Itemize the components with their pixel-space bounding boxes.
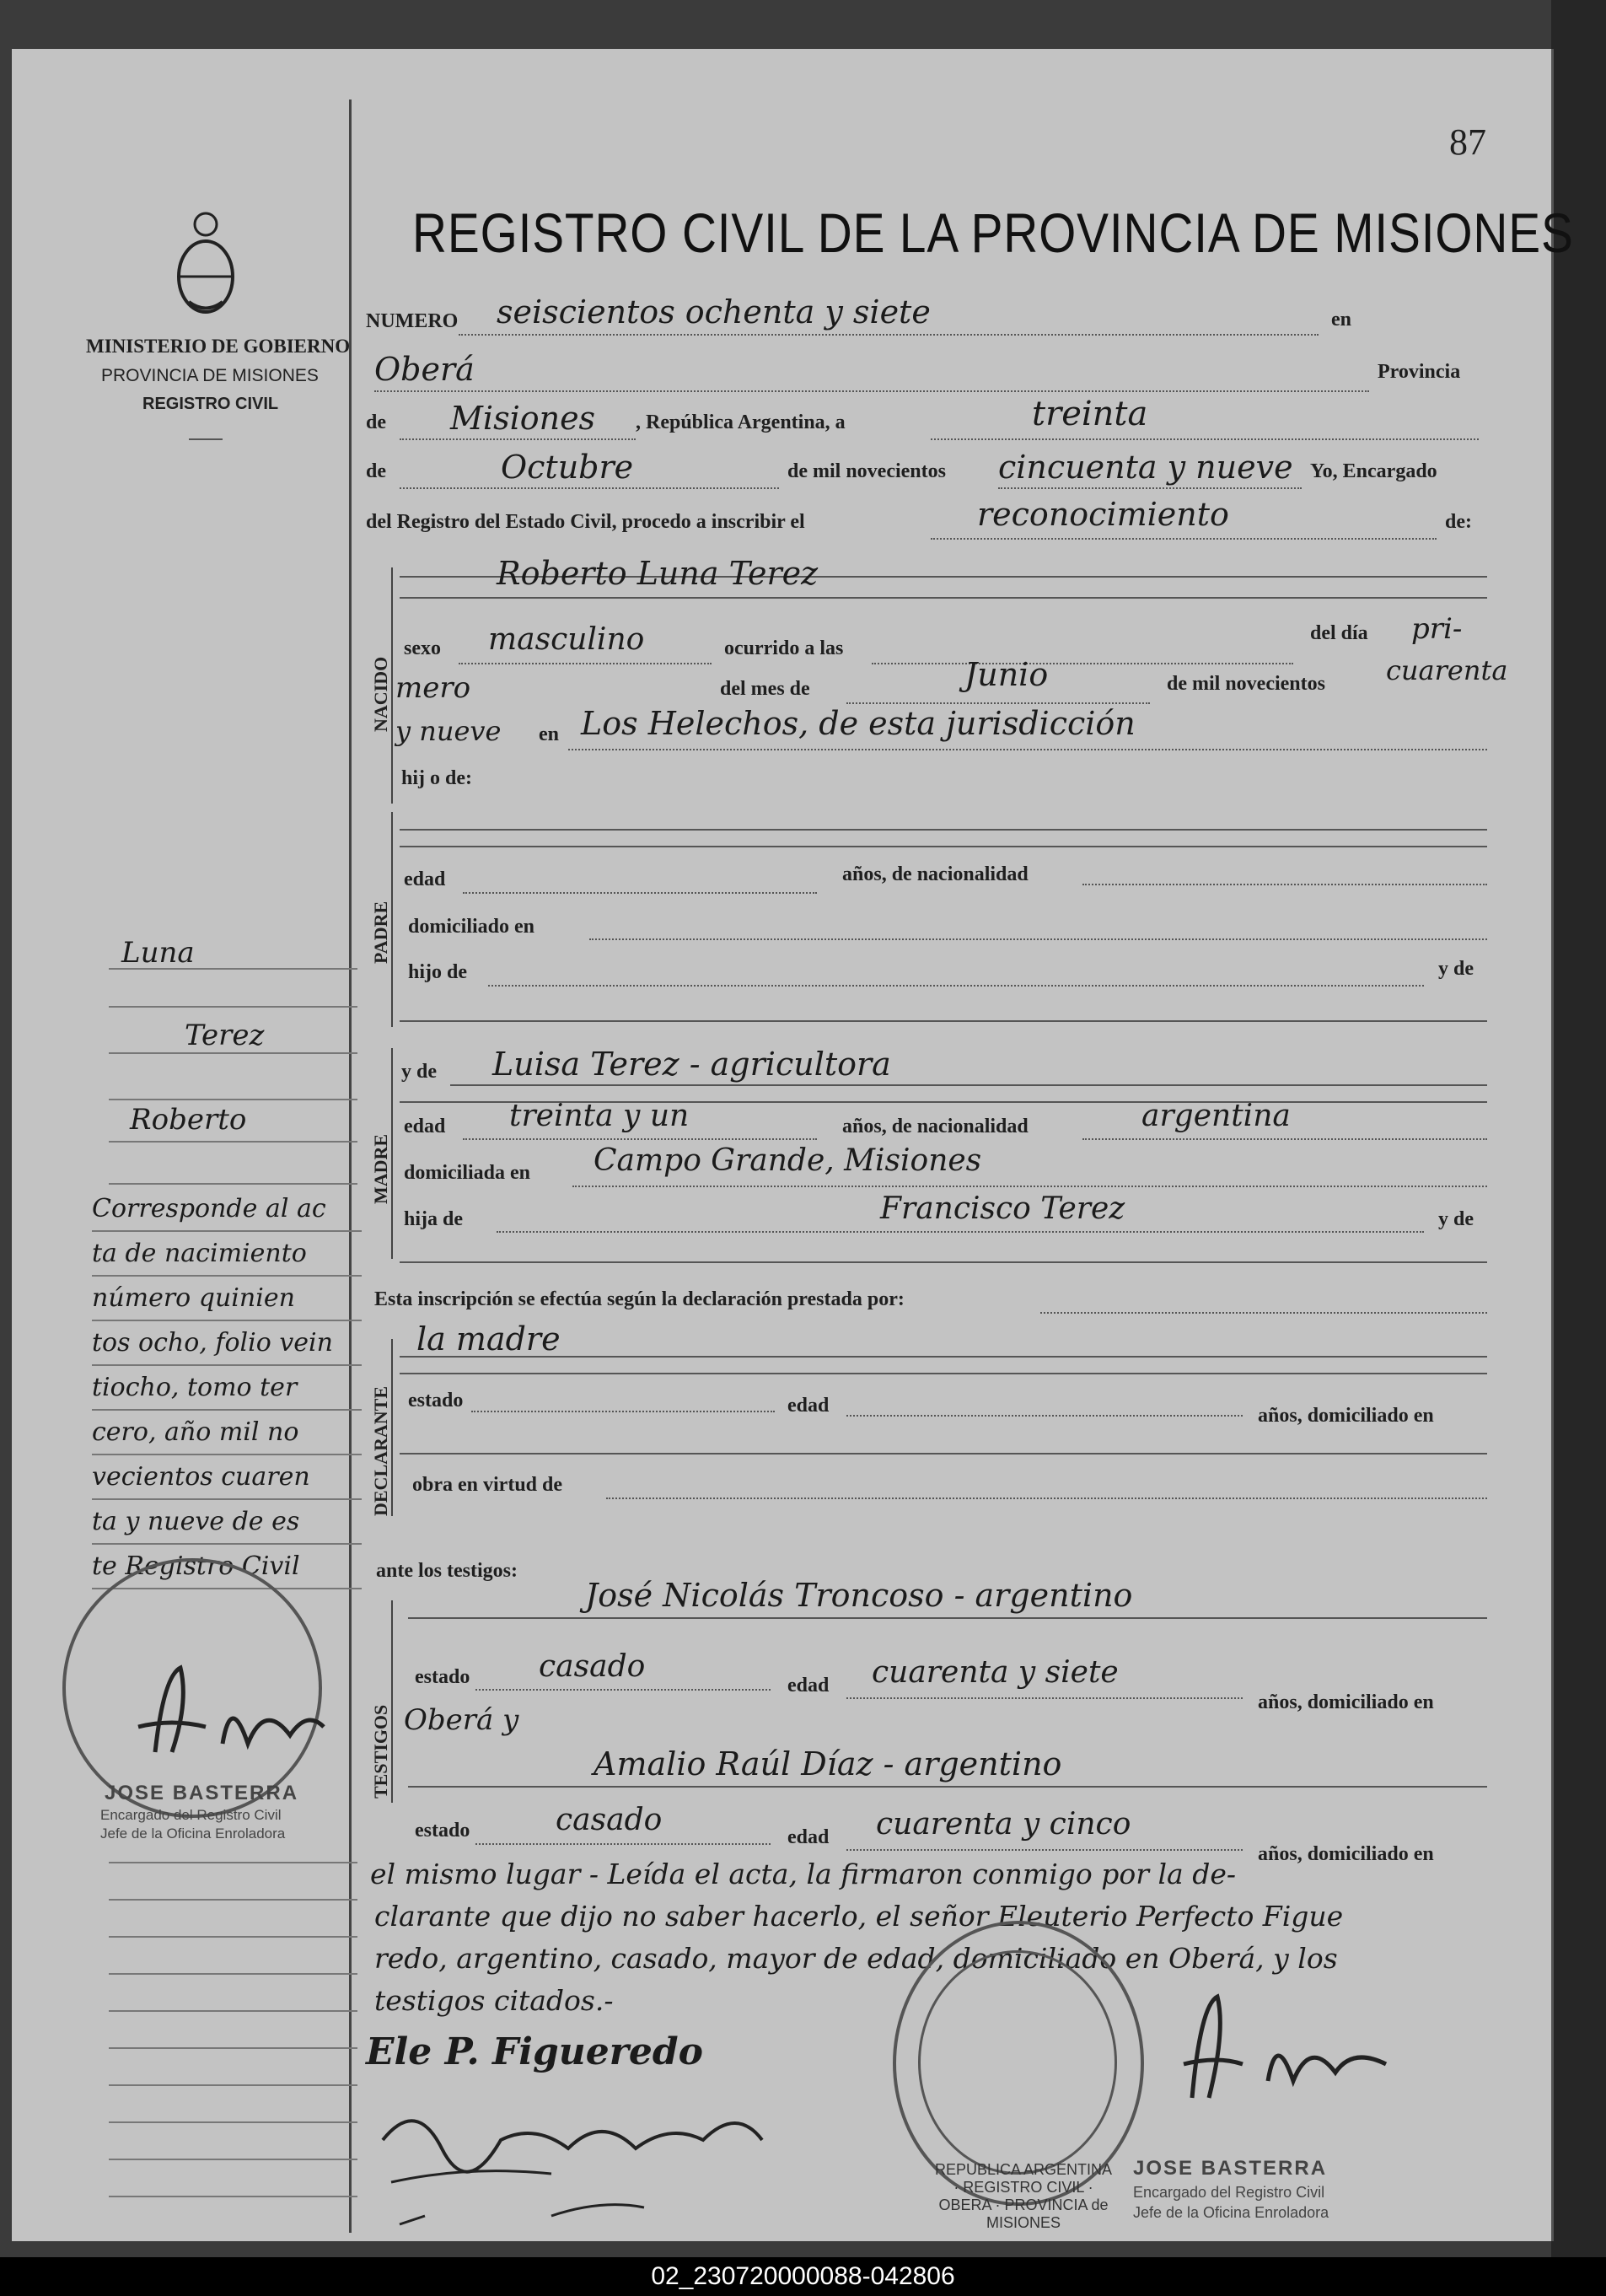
book-spine bbox=[1551, 0, 1606, 2260]
margin-given-name: Roberto bbox=[130, 1103, 247, 1137]
day: treinta bbox=[1032, 395, 1148, 433]
child-name: Roberto Luna Terez bbox=[497, 555, 819, 592]
margin-annotation-line: te Registro Civil bbox=[92, 1545, 362, 1589]
witness2-name: Amalio Raúl Díaz - argentino bbox=[594, 1745, 1062, 1782]
margin-surname-1: Luna bbox=[121, 936, 195, 970]
witness1-domicile: Oberá y bbox=[404, 1703, 519, 1737]
mother-father: Francisco Terez bbox=[880, 1191, 1125, 1226]
margin-divider bbox=[349, 99, 352, 2233]
registrar-office: Jefe de la Oficina Enroladora bbox=[1133, 2204, 1329, 2221]
margin-annotation-line: número quinien bbox=[92, 1277, 362, 1321]
record-number: seiscientos ochenta y siete bbox=[497, 293, 931, 331]
mother-domicile: Campo Grande, Misiones bbox=[594, 1143, 982, 1178]
witness1-age: cuarenta y siete bbox=[872, 1655, 1119, 1690]
margin-annotation bbox=[92, 1187, 362, 1589]
section-nacido: NACIDO bbox=[370, 656, 391, 732]
closing-line-4: testigos citados.- bbox=[374, 1984, 614, 2017]
margin-signature bbox=[130, 1651, 332, 1777]
page-title: REGISTRO CIVIL DE LA PROVINCIA DE MISIONES bbox=[412, 202, 1574, 264]
ministry-registry: REGISTRO CIVIL bbox=[142, 395, 279, 413]
page-number: 87 bbox=[1449, 121, 1486, 163]
witness1-name: José Nicolás Troncoso - argentino bbox=[585, 1577, 1133, 1614]
closing-line-2: clarante que dijo no saber hacerlo, el señor Eleuterio Perfecto Figue bbox=[374, 1900, 1344, 1933]
margin-annotation-line: ta y nueve de es bbox=[92, 1500, 362, 1545]
footer-id: 02_230720000088-042806 bbox=[0, 2257, 1606, 2296]
witness2-age: cuarenta y cinco bbox=[876, 1807, 1131, 1842]
registrar-title: Encargado del Registro Civil bbox=[1133, 2184, 1325, 2201]
margin-annotation-line: tiocho, tomo ter bbox=[92, 1366, 362, 1411]
birth-place: Los Helechos, de esta jurisdicción bbox=[581, 705, 1136, 742]
birth-month: Junio bbox=[964, 656, 1049, 693]
margin-annotation-line: cero, año mil no bbox=[92, 1411, 362, 1455]
section-testigos: TESTIGOS bbox=[370, 1704, 391, 1799]
closing-line-3: redo, argentino, casado, mayor de edad, domiciliado en Oberá, y los bbox=[374, 1942, 1338, 1975]
witness1-status: casado bbox=[539, 1649, 646, 1684]
margin-annotation-line: ta de nacimiento bbox=[92, 1232, 362, 1277]
seal-text: REPUBLICA ARGENTINA · REGISTRO CIVIL · OBERA · PROVINCIA de MISIONES bbox=[934, 2161, 1113, 2231]
place: Oberá bbox=[374, 351, 475, 388]
ministry-province: PROVINCIA DE MISIONES bbox=[101, 366, 319, 385]
mother-age: treinta y un bbox=[509, 1099, 690, 1133]
mother-nationality: argentina bbox=[1141, 1099, 1291, 1133]
province: Misiones bbox=[450, 400, 596, 437]
month: Octubre bbox=[501, 449, 634, 486]
declarant: la madre bbox=[416, 1320, 561, 1358]
document-page: 87 MINISTERIO DE GOBIERNO PROVINCIA DE MISIONES REGISTRO CIVIL REGISTRO CIVIL DE LA PROVINCIA DE MISIONES NUMERO seiscientos ochenta y siete en Oberá Provincia de Misiones , República Argentina, a treinta de Octubre de mil novecientos cincuenta y nueve Yo, Encargado del Registro del Estado Civil, procedo a inscribir el reconocimiento de: NACIDO Roberto Luna Terez sexo masculino ocurrido a las del día pri- mero del mes de Junio de mil novecientos cuarenta y nueve en Los Helechos, de esta jurisdicción hij o de: PADRE edad años, de nacionalidad domiciliado en hijo de y de MADRE y de Luisa Terez - agricultora edad treinta y un años, de nacionalidad argentina domiciliada en Campo Grande, Misiones hija de Francisco Terez y de Esta inscripción se efectúa según la declaración prestada por: DECLARANTE la madre estado edad años, domiciliado en obra en virtud de ante los testigos: TESTIGOS José Nicolás Troncoso - argentino estado casado edad cuarenta y siete años, domiciliado en Oberá y Amalio Raúl Díaz - argentino estado casado edad cuarenta y cinco años, domiciliado en el mismo lugar - Leída el acta, la firmaron conmigo por la de- clarante que dijo no saber hacerlo, el señor Eleuterio Perfecto Figue redo, argentino, casado, mayor de edad, domiciliado en Oberá, y los testigos citados.- Ele P. Figueredo REPUBLICA ARGENTINA · REGISTRO CIVIL · OBERA · PROVINCIA de MISIONES JOSE BASTERRA Encargado del Registro Civil Jefe de la Oficina Enroladora Luna Terez Roberto Corresponde al ac ta de nacimiento número quinien tos ocho, folio vein tiocho, tomo ter cero, año mil no vecientos cuaren ta y nueve de es te Registro Civil JOSE BASTERRA Encargado del Registro Civil Jefe de la Oficina Enroladora bbox=[12, 49, 1554, 2241]
act-type: reconocimiento bbox=[977, 496, 1229, 533]
margin-surname-2: Terez bbox=[185, 1019, 265, 1052]
margin-annotation-line: vecientos cuaren bbox=[92, 1455, 362, 1500]
sex: masculino bbox=[488, 622, 645, 657]
margin-annotation-line: Corresponde al ac bbox=[92, 1187, 362, 1232]
section-madre: MADRE bbox=[370, 1133, 391, 1204]
registrar-signature bbox=[1167, 1980, 1420, 2132]
ministry-name: MINISTERIO DE GOBIERNO bbox=[86, 336, 351, 357]
mother-name: Luisa Terez - agricultora bbox=[492, 1046, 891, 1083]
witness2-status: casado bbox=[556, 1803, 663, 1837]
margin-annotation-line: tos ocho, folio vein bbox=[92, 1321, 362, 1366]
registrar-name: JOSE BASTERRA bbox=[1133, 2157, 1328, 2180]
signature-scribble bbox=[366, 2089, 804, 2241]
closing-line-1: el mismo lugar - Leída el acta, la firmaron conmigo por la de- bbox=[370, 1858, 1237, 1890]
coat-of-arms-icon bbox=[172, 209, 239, 319]
section-padre: PADRE bbox=[370, 901, 391, 964]
section-declarante: DECLARANTE bbox=[370, 1385, 391, 1516]
year: cincuenta y nueve bbox=[998, 449, 1293, 486]
signature-figueredo: Ele P. Figueredo bbox=[366, 2030, 703, 2073]
